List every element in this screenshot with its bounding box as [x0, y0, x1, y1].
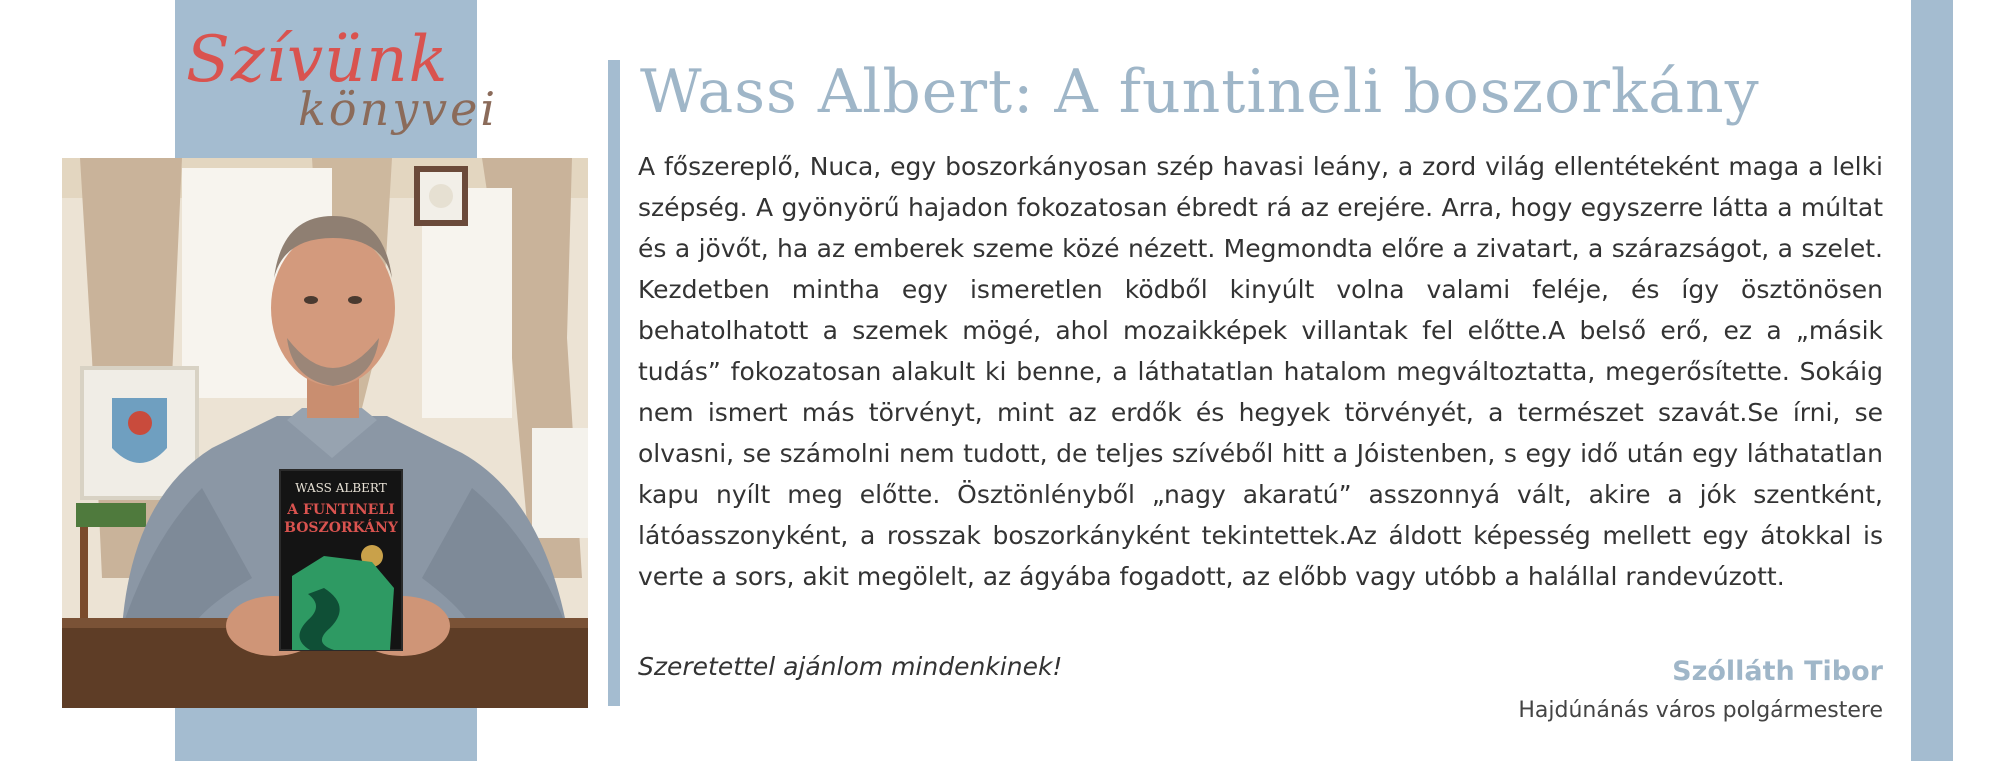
logo-text-line2: könyvei — [298, 82, 499, 136]
article-body: A főszereplő, Nuca, egy boszorkányosan szép havasi leány, a zord világ ellentéteként maga a lelki szépség. A gyönyörű hajadon fokozatosan ébredt rá az erejére. Arra, hogy egyszerre látta a múltat és a jövőt, ha az emberek szeme közé nézett. Megmondta előre a zivatart, a szárazságot, a szelet. Kezdetben mintha egy ismeretlen ködből kinyúlt volna valami feléje, és így ösztönösen behatolhatott a szemek mögé, ahol mozaikképek villantak fel előtte.A belső erő, ez a „másik tudás” fokozatosan alakult ki benne, a láthatatlan hatalom megváltoztatta, megerősítette. Sokáig nem ismert más törvényt, mint az erdők és hegyek törvényét, a természet szavát.Se írni, se olvasni, se számolni nem tudott, de teljes szívéből hitt a Jóistenben, s egy idő után egy láthatatlan kapu nyílt meg előtte. Ösztönlényből „nagy akaratú” asszonnyá vált, akire a jók szentként, látóasszonyként, a rosszak boszorkányként tekintettek.Az áldott képesség mellett egy átokkal is verte a sors, akit megölelt, az ágyába fogadott, az előbb vagy utóbb a halállal randevúzott. — [638, 152, 1883, 591]
book-title-line2: BOSZORKÁNY — [284, 520, 398, 536]
title-accent-bar — [608, 60, 620, 706]
closing-line: Szeretettel ajánlom mindenkinek! — [638, 652, 1063, 681]
book-cover — [280, 470, 402, 650]
author-photo — [62, 158, 588, 708]
book-title-line1: A FUNTINELI — [287, 502, 395, 518]
author-name: Szólláth Tibor — [1672, 656, 1883, 687]
author-role: Hajdúnánás város polgármestere — [1518, 698, 1883, 723]
book-author: WASS ALBERT — [295, 481, 387, 495]
article-title: Wass Albert: A funtineli boszorkány — [640, 57, 1760, 127]
logo-text-line1: Szívünk — [186, 23, 449, 97]
right-accent-band — [1911, 0, 1953, 761]
